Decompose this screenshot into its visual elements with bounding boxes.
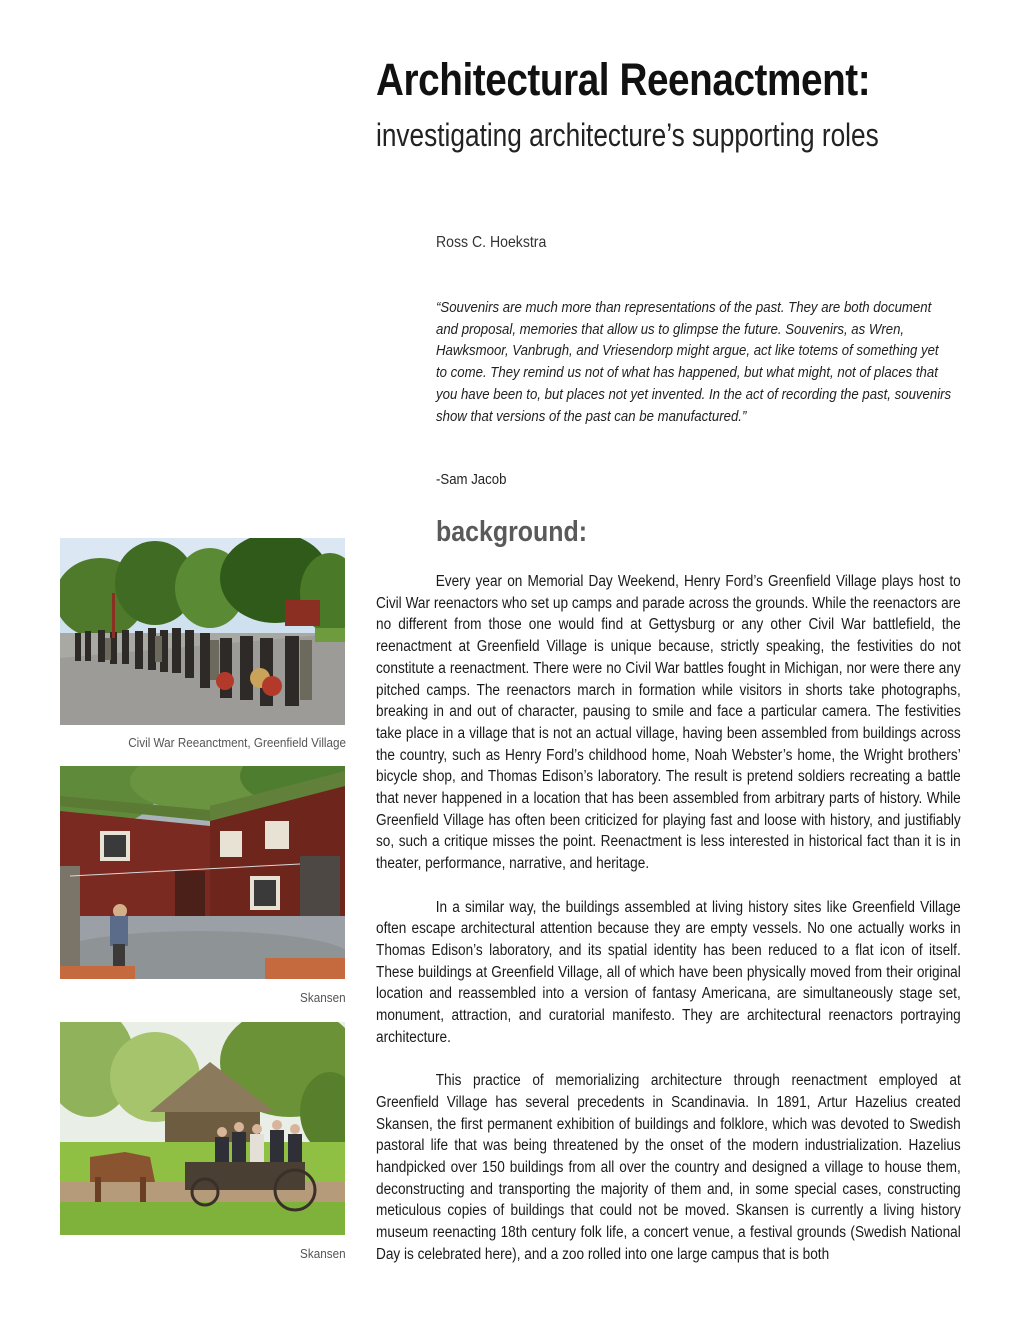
author-name: Ross C. Hoekstra <box>436 234 547 251</box>
paragraph: This practice of memorializing architecture through reenactment employed at Greenfield Village has several precedents in Scandinavia. In 1891, Artur Hazelius created Skansen, the first permanent exhibition of buildings and folklore, which was devoted to Swedish pastoral life that was being threatened by the onset of the modern industrialization. Hazelius handpicked over 150 buildings from all over the country and designed a village to house them, deconstructing and transporting the majority of them and, in some special cases, constructing meticulous copies of buildings that could not be moved. Skansen is currently a living history museum reenacting 18th century folk life, a concert venue, a festival grounds (Swedish National Day is celebrated here), and a zoo rolled into one large campus that is both <box>376 1072 961 1263</box>
epigraph-attribution: -Sam Jacob <box>436 471 507 488</box>
parade-illustration <box>60 538 345 725</box>
section-heading: background: <box>436 516 588 548</box>
epigraph-quote: “Souvenirs are much more than representations of the past. They are both document and proposal, memories that allow us to glimpse the future. Souvenirs, as Wren, Hawksmoor, Vanbrugh, and Vriesendorp might argue, act like totems of something yet to come. They remind us not of what has happened, but what might, not of places that you have been to, but places not yet invented. In the act of recording the past, souvenirs show that versions of the past can be manufactured.” <box>436 299 952 425</box>
photo-civil-war-parade <box>60 538 345 725</box>
photo-skansen-carriage <box>60 1022 345 1235</box>
body-text <box>376 571 961 1287</box>
paragraph: In a similar way, the buildings assembled at living history sites like Greenfield Village often escape architectural attention because they are empty vessels. No one actually works in Thomas Edison’s laboratory, and its spatial identity has been reduced to a flat icon of itself. These buildings at Greenfield Village, all of which have been physically moved from their original location and reassembled into a version of fantasy Americana, are simultaneously stage set, monument, attraction, and curatorial manifesto. They are architectural reenactors portraying architecture. <box>376 898 961 1046</box>
figure-caption: Civil War Reeanctment, Greenfield Village <box>128 735 346 750</box>
figure-caption: Skansen <box>300 1246 346 1261</box>
article-title: Architectural Reenactment: <box>376 54 871 105</box>
photo-skansen-house <box>60 766 345 979</box>
carriage-illustration <box>60 1022 345 1235</box>
article-subtitle: investigating architecture’s supporting roles <box>376 117 879 153</box>
paragraph: Every year on Memorial Day Weekend, Henry Ford’s Greenfield Village plays host to Civil War reenactors who set up camps and parade across the grounds. While the reenactors are no different from those one would find at Gettysburg or any other Civil War battlefield, the reenactment at Greenfield Village is unique because, strictly speaking, the festivities do not constitute a reenactment. There were no Civil War battles fought in Michigan, nor were there any pitched camps. The reenactors march in formation while visitors in shorts take photographs, breaking in and out of character, pausing to smile and face a particular camera. The festivities take place in a village that is not an actual village, having been assembled from buildings across the country, such as Henry Ford’s childhood home, Noah Webster’s home, the Wright brothers’ bicycle shop, and Thomas Edison’s laboratory. The result is pretend soldiers recreating a battle that never happened in a location that has been assembled from arbitrary parts of history. While Greenfield Village has often been criticized for playing fast and loose with history, and justifiably so, such a critique misses the point. Reenactment is less interested in historical fact than it is in theater, performance, narrative, and heritage. <box>376 573 961 873</box>
figure-caption: Skansen <box>300 990 346 1005</box>
red-house-illustration <box>60 766 345 979</box>
